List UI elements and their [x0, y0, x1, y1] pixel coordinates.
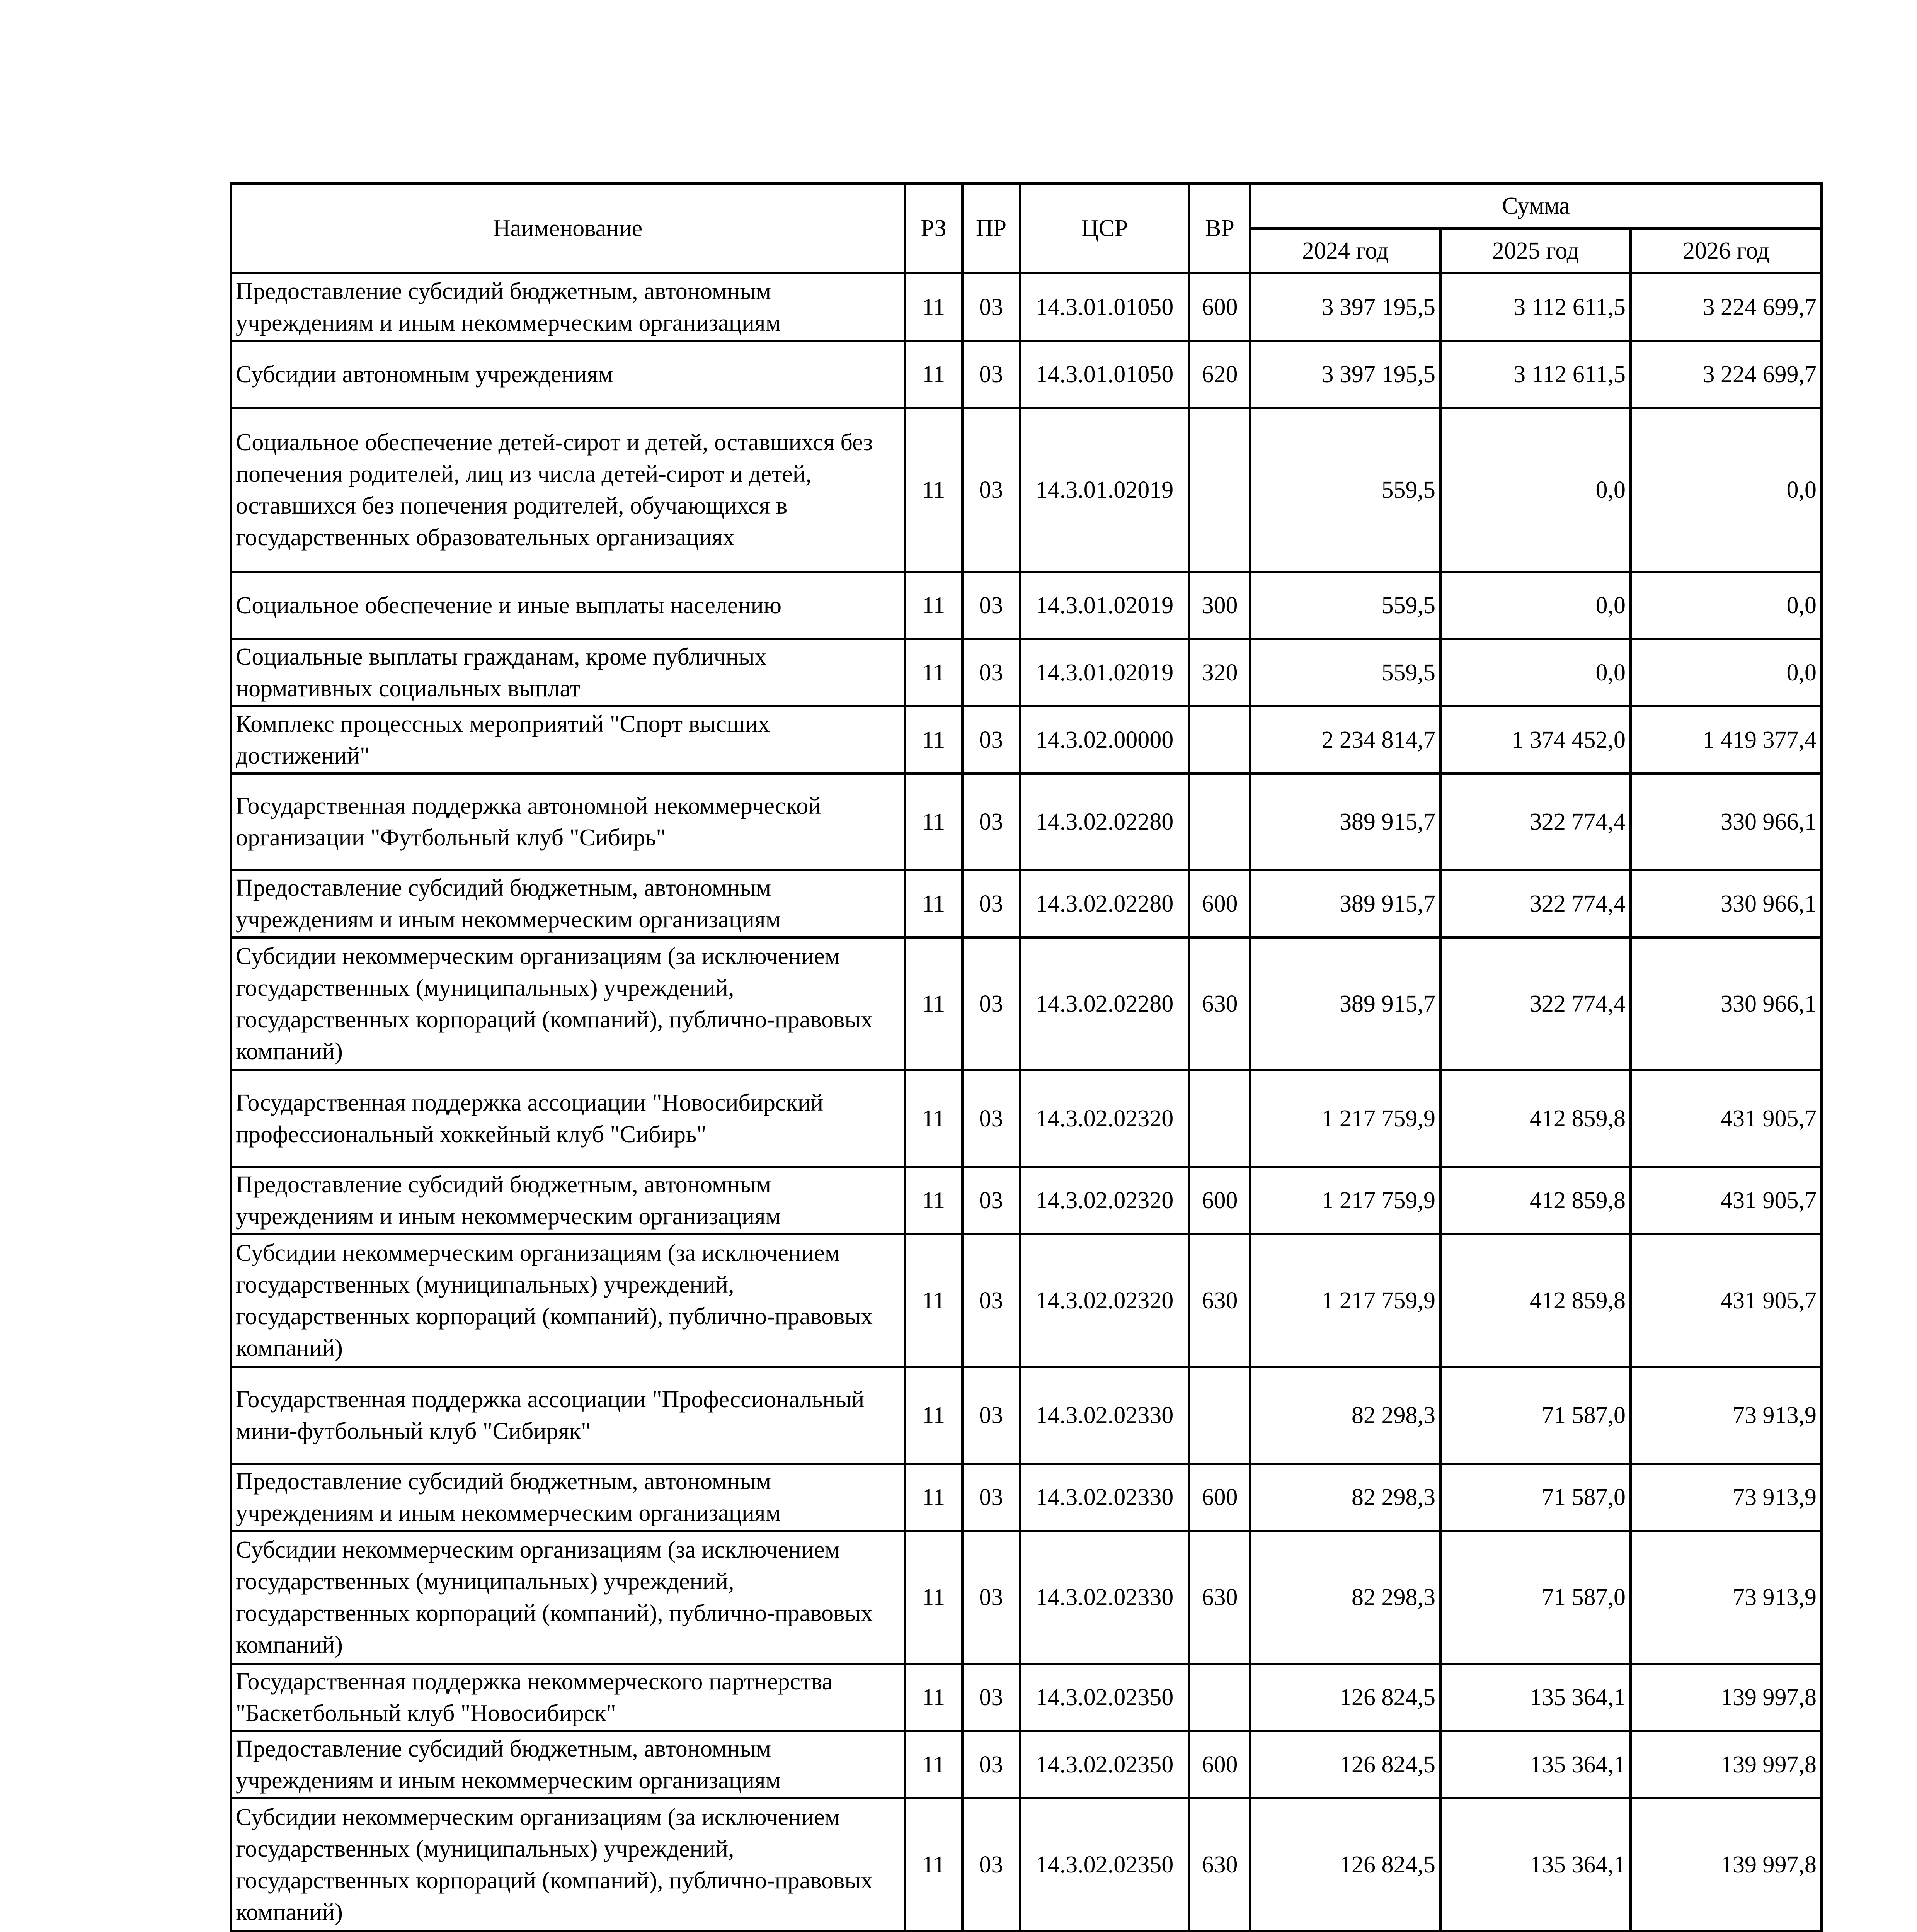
cell-amount-2026: 0,0: [1631, 408, 1822, 572]
cell-vr: [1189, 774, 1250, 870]
table-row: [231, 937, 1822, 1070]
table-row: [231, 1731, 1822, 1798]
cell-vr: [1189, 1664, 1250, 1731]
cell-csr: 14.3.02.02280: [1020, 937, 1189, 1070]
cell-amount-2024: 559,5: [1250, 572, 1440, 639]
cell-name: Субсидии некоммерческим организациям (за исключением государственных (муниципальных) учреждений, государственных корпораций (компаний), публично-правовых компаний): [231, 937, 905, 1070]
cell-amount-2024: 389 915,7: [1250, 937, 1440, 1070]
cell-csr: 14.3.02.02320: [1020, 1167, 1189, 1234]
cell-name: Предоставление субсидий бюджетным, автономным учреждениям и иным некоммерческим организациям: [231, 1464, 905, 1531]
table-row: [231, 1367, 1822, 1464]
cell-vr: [1189, 408, 1250, 572]
cell-csr: 14.3.01.02019: [1020, 639, 1189, 706]
cell-amount-2025: 412 859,8: [1440, 1234, 1631, 1367]
header-pr: ПР: [962, 184, 1020, 273]
cell-pr: 03: [962, 937, 1020, 1070]
cell-csr: 14.3.02.02350: [1020, 1798, 1189, 1931]
cell-rz: 11: [905, 706, 962, 774]
cell-amount-2024: 1 217 759,9: [1250, 1167, 1440, 1234]
cell-name: Предоставление субсидий бюджетным, автономным учреждениям и иным некоммерческим организациям: [231, 870, 905, 937]
cell-amount-2024: 82 298,3: [1250, 1464, 1440, 1531]
cell-rz: 11: [905, 639, 962, 706]
cell-name: Социальное обеспечение и иные выплаты населению: [231, 572, 905, 639]
cell-csr: 14.3.01.01050: [1020, 273, 1189, 341]
cell-pr: 03: [962, 870, 1020, 937]
cell-name: Предоставление субсидий бюджетным, автономным учреждениям и иным некоммерческим организациям: [231, 273, 905, 341]
cell-amount-2025: 3 112 611,5: [1440, 341, 1631, 408]
cell-amount-2026: 3 224 699,7: [1631, 341, 1822, 408]
cell-amount-2024: 1 217 759,9: [1250, 1234, 1440, 1367]
cell-rz: 11: [905, 1070, 962, 1167]
header-vr: ВР: [1189, 184, 1250, 273]
cell-amount-2026: 73 913,9: [1631, 1531, 1822, 1664]
cell-csr: 14.3.02.02280: [1020, 870, 1189, 937]
cell-csr: 14.3.02.02350: [1020, 1731, 1189, 1798]
header-year-2024: 2024 год: [1250, 228, 1440, 273]
cell-name: Предоставление субсидий бюджетным, автономным учреждениям и иным некоммерческим организациям: [231, 1167, 905, 1234]
cell-vr: 300: [1189, 572, 1250, 639]
cell-pr: 03: [962, 408, 1020, 572]
cell-amount-2025: 1 374 452,0: [1440, 706, 1631, 774]
cell-vr: 600: [1189, 1464, 1250, 1531]
cell-csr: 14.3.02.02330: [1020, 1464, 1189, 1531]
cell-rz: 11: [905, 1798, 962, 1931]
table-row: [231, 572, 1822, 639]
header-rz: РЗ: [905, 184, 962, 273]
cell-amount-2025: 135 364,1: [1440, 1664, 1631, 1731]
cell-amount-2025: 71 587,0: [1440, 1464, 1631, 1531]
cell-amount-2024: 126 824,5: [1250, 1798, 1440, 1931]
cell-amount-2026: 73 913,9: [1631, 1367, 1822, 1464]
table-row: [231, 1798, 1822, 1931]
cell-vr: [1189, 1367, 1250, 1464]
table-row: [231, 1531, 1822, 1664]
cell-amount-2026: 330 966,1: [1631, 870, 1822, 937]
cell-name: Социальное обеспечение детей-сирот и детей, оставшихся без попечения родителей, лиц из числа детей-сирот и детей, оставшихся без попечения родителей, обучающихся в государственных образовательных организациях: [231, 408, 905, 572]
cell-amount-2024: 389 915,7: [1250, 870, 1440, 937]
cell-amount-2025: 135 364,1: [1440, 1798, 1631, 1931]
cell-amount-2024: 126 824,5: [1250, 1664, 1440, 1731]
cell-name: Социальные выплаты гражданам, кроме публичных нормативных социальных выплат: [231, 639, 905, 706]
cell-amount-2026: 139 997,8: [1631, 1664, 1822, 1731]
cell-csr: 14.3.02.02330: [1020, 1367, 1189, 1464]
cell-vr: 600: [1189, 870, 1250, 937]
cell-rz: 11: [905, 1464, 962, 1531]
table-row: [231, 1464, 1822, 1531]
cell-amount-2024: 82 298,3: [1250, 1531, 1440, 1664]
cell-amount-2025: 3 112 611,5: [1440, 273, 1631, 341]
cell-pr: 03: [962, 341, 1020, 408]
cell-amount-2024: 389 915,7: [1250, 774, 1440, 870]
table-row: [231, 1664, 1822, 1731]
cell-pr: 03: [962, 774, 1020, 870]
cell-amount-2026: 431 905,7: [1631, 1234, 1822, 1367]
table-row: [231, 273, 1822, 341]
cell-amount-2024: 1 217 759,9: [1250, 1070, 1440, 1167]
table-row: [231, 1070, 1822, 1167]
cell-csr: 14.3.02.02350: [1020, 1664, 1189, 1731]
cell-vr: 600: [1189, 273, 1250, 341]
cell-rz: 11: [905, 1531, 962, 1664]
cell-pr: 03: [962, 1070, 1020, 1167]
cell-rz: 11: [905, 870, 962, 937]
cell-pr: 03: [962, 1731, 1020, 1798]
table-row: [231, 341, 1822, 408]
cell-amount-2025: 412 859,8: [1440, 1070, 1631, 1167]
cell-amount-2024: 559,5: [1250, 639, 1440, 706]
cell-name: Субсидии некоммерческим организациям (за исключением государственных (муниципальных) учреждений, государственных корпораций (компаний), публично-правовых компаний): [231, 1531, 905, 1664]
cell-rz: 11: [905, 1664, 962, 1731]
cell-csr: 14.3.01.02019: [1020, 408, 1189, 572]
cell-name: Государственная поддержка некоммерческого партнерства "Баскетбольный клуб "Новосибирск": [231, 1664, 905, 1731]
cell-vr: 630: [1189, 1531, 1250, 1664]
cell-rz: 11: [905, 408, 962, 572]
header-year-2026: 2026 год: [1631, 228, 1822, 273]
cell-vr: 320: [1189, 639, 1250, 706]
cell-name: Комплекс процессных мероприятий "Спорт высших достижений": [231, 706, 905, 774]
cell-amount-2026: 73 913,9: [1631, 1464, 1822, 1531]
cell-amount-2025: 412 859,8: [1440, 1167, 1631, 1234]
cell-amount-2025: 322 774,4: [1440, 870, 1631, 937]
cell-name: Субсидии некоммерческим организациям (за исключением государственных (муниципальных) учреждений, государственных корпораций (компаний), публично-правовых компаний): [231, 1234, 905, 1367]
cell-amount-2026: 139 997,8: [1631, 1731, 1822, 1798]
cell-amount-2026: 1 419 377,4: [1631, 706, 1822, 774]
table-row: [231, 639, 1822, 706]
cell-pr: 03: [962, 273, 1020, 341]
cell-vr: 630: [1189, 937, 1250, 1070]
cell-amount-2025: 135 364,1: [1440, 1731, 1631, 1798]
cell-amount-2025: 322 774,4: [1440, 774, 1631, 870]
cell-name: Субсидии некоммерческим организациям (за исключением государственных (муниципальных) учреждений, государственных корпораций (компаний), публично-правовых компаний): [231, 1798, 905, 1931]
cell-amount-2025: 0,0: [1440, 408, 1631, 572]
cell-name: Субсидии автономным учреждениям: [231, 341, 905, 408]
cell-csr: 14.3.02.02330: [1020, 1531, 1189, 1664]
table-row: [231, 1234, 1822, 1367]
cell-amount-2024: 559,5: [1250, 408, 1440, 572]
cell-amount-2024: 82 298,3: [1250, 1367, 1440, 1464]
cell-rz: 11: [905, 273, 962, 341]
cell-amount-2026: 0,0: [1631, 639, 1822, 706]
table-body: [231, 273, 1822, 1932]
cell-csr: 14.3.02.02320: [1020, 1070, 1189, 1167]
cell-pr: 03: [962, 1664, 1020, 1731]
cell-amount-2025: 71 587,0: [1440, 1531, 1631, 1664]
cell-pr: 03: [962, 1798, 1020, 1931]
cell-rz: 11: [905, 572, 962, 639]
cell-pr: 03: [962, 1234, 1020, 1367]
cell-pr: 03: [962, 1367, 1020, 1464]
cell-vr: 620: [1189, 341, 1250, 408]
header-csr: ЦСР: [1020, 184, 1189, 273]
cell-rz: 11: [905, 774, 962, 870]
cell-rz: 11: [905, 1167, 962, 1234]
cell-amount-2024: 3 397 195,5: [1250, 341, 1440, 408]
cell-amount-2026: 330 966,1: [1631, 774, 1822, 870]
cell-vr: [1189, 706, 1250, 774]
cell-amount-2025: 71 587,0: [1440, 1367, 1631, 1464]
header-year-2025: 2025 год: [1440, 228, 1631, 273]
table-row: [231, 408, 1822, 572]
cell-amount-2026: 330 966,1: [1631, 937, 1822, 1070]
cell-vr: 600: [1189, 1731, 1250, 1798]
cell-pr: 03: [962, 706, 1020, 774]
cell-amount-2026: 431 905,7: [1631, 1167, 1822, 1234]
cell-csr: 14.3.01.01050: [1020, 341, 1189, 408]
header-sum: Сумма: [1250, 184, 1822, 228]
cell-vr: [1189, 1070, 1250, 1167]
cell-amount-2026: 3 224 699,7: [1631, 273, 1822, 341]
cell-pr: 03: [962, 639, 1020, 706]
cell-vr: 600: [1189, 1167, 1250, 1234]
cell-csr: 14.3.02.02280: [1020, 774, 1189, 870]
cell-name: Предоставление субсидий бюджетным, автономным учреждениям и иным некоммерческим организациям: [231, 1731, 905, 1798]
cell-csr: 14.3.02.00000: [1020, 706, 1189, 774]
cell-csr: 14.3.01.02019: [1020, 572, 1189, 639]
table-row: [231, 870, 1822, 937]
cell-rz: 11: [905, 937, 962, 1070]
cell-amount-2024: 126 824,5: [1250, 1731, 1440, 1798]
cell-pr: 03: [962, 1531, 1020, 1664]
table-row: [231, 1167, 1822, 1234]
cell-rz: 11: [905, 1367, 962, 1464]
cell-csr: 14.3.02.02320: [1020, 1234, 1189, 1367]
cell-rz: 11: [905, 1234, 962, 1367]
cell-amount-2025: 322 774,4: [1440, 937, 1631, 1070]
table-header: [231, 184, 1822, 273]
cell-vr: 630: [1189, 1234, 1250, 1367]
cell-name: Государственная поддержка ассоциации "Профессиональный мини-футбольный клуб "Сибиряк": [231, 1367, 905, 1464]
cell-name: Государственная поддержка ассоциации "Новосибирский профессиональный хоккейный клуб "Сибирь": [231, 1070, 905, 1167]
budget-table: [230, 182, 1823, 1932]
cell-pr: 03: [962, 1464, 1020, 1531]
cell-amount-2025: 0,0: [1440, 639, 1631, 706]
cell-rz: 11: [905, 1731, 962, 1798]
cell-amount-2024: 3 397 195,5: [1250, 273, 1440, 341]
cell-name: Государственная поддержка автономной некоммерческой организации "Футбольный клуб "Сибирь": [231, 774, 905, 870]
cell-amount-2026: 0,0: [1631, 572, 1822, 639]
cell-amount-2024: 2 234 814,7: [1250, 706, 1440, 774]
cell-pr: 03: [962, 1167, 1020, 1234]
cell-rz: 11: [905, 341, 962, 408]
table-row: [231, 706, 1822, 774]
cell-amount-2026: 139 997,8: [1631, 1798, 1822, 1931]
header-name: Наименование: [231, 184, 905, 273]
cell-pr: 03: [962, 572, 1020, 639]
cell-amount-2025: 0,0: [1440, 572, 1631, 639]
cell-amount-2026: 431 905,7: [1631, 1070, 1822, 1167]
cell-vr: 630: [1189, 1798, 1250, 1931]
table-row: [231, 774, 1822, 870]
